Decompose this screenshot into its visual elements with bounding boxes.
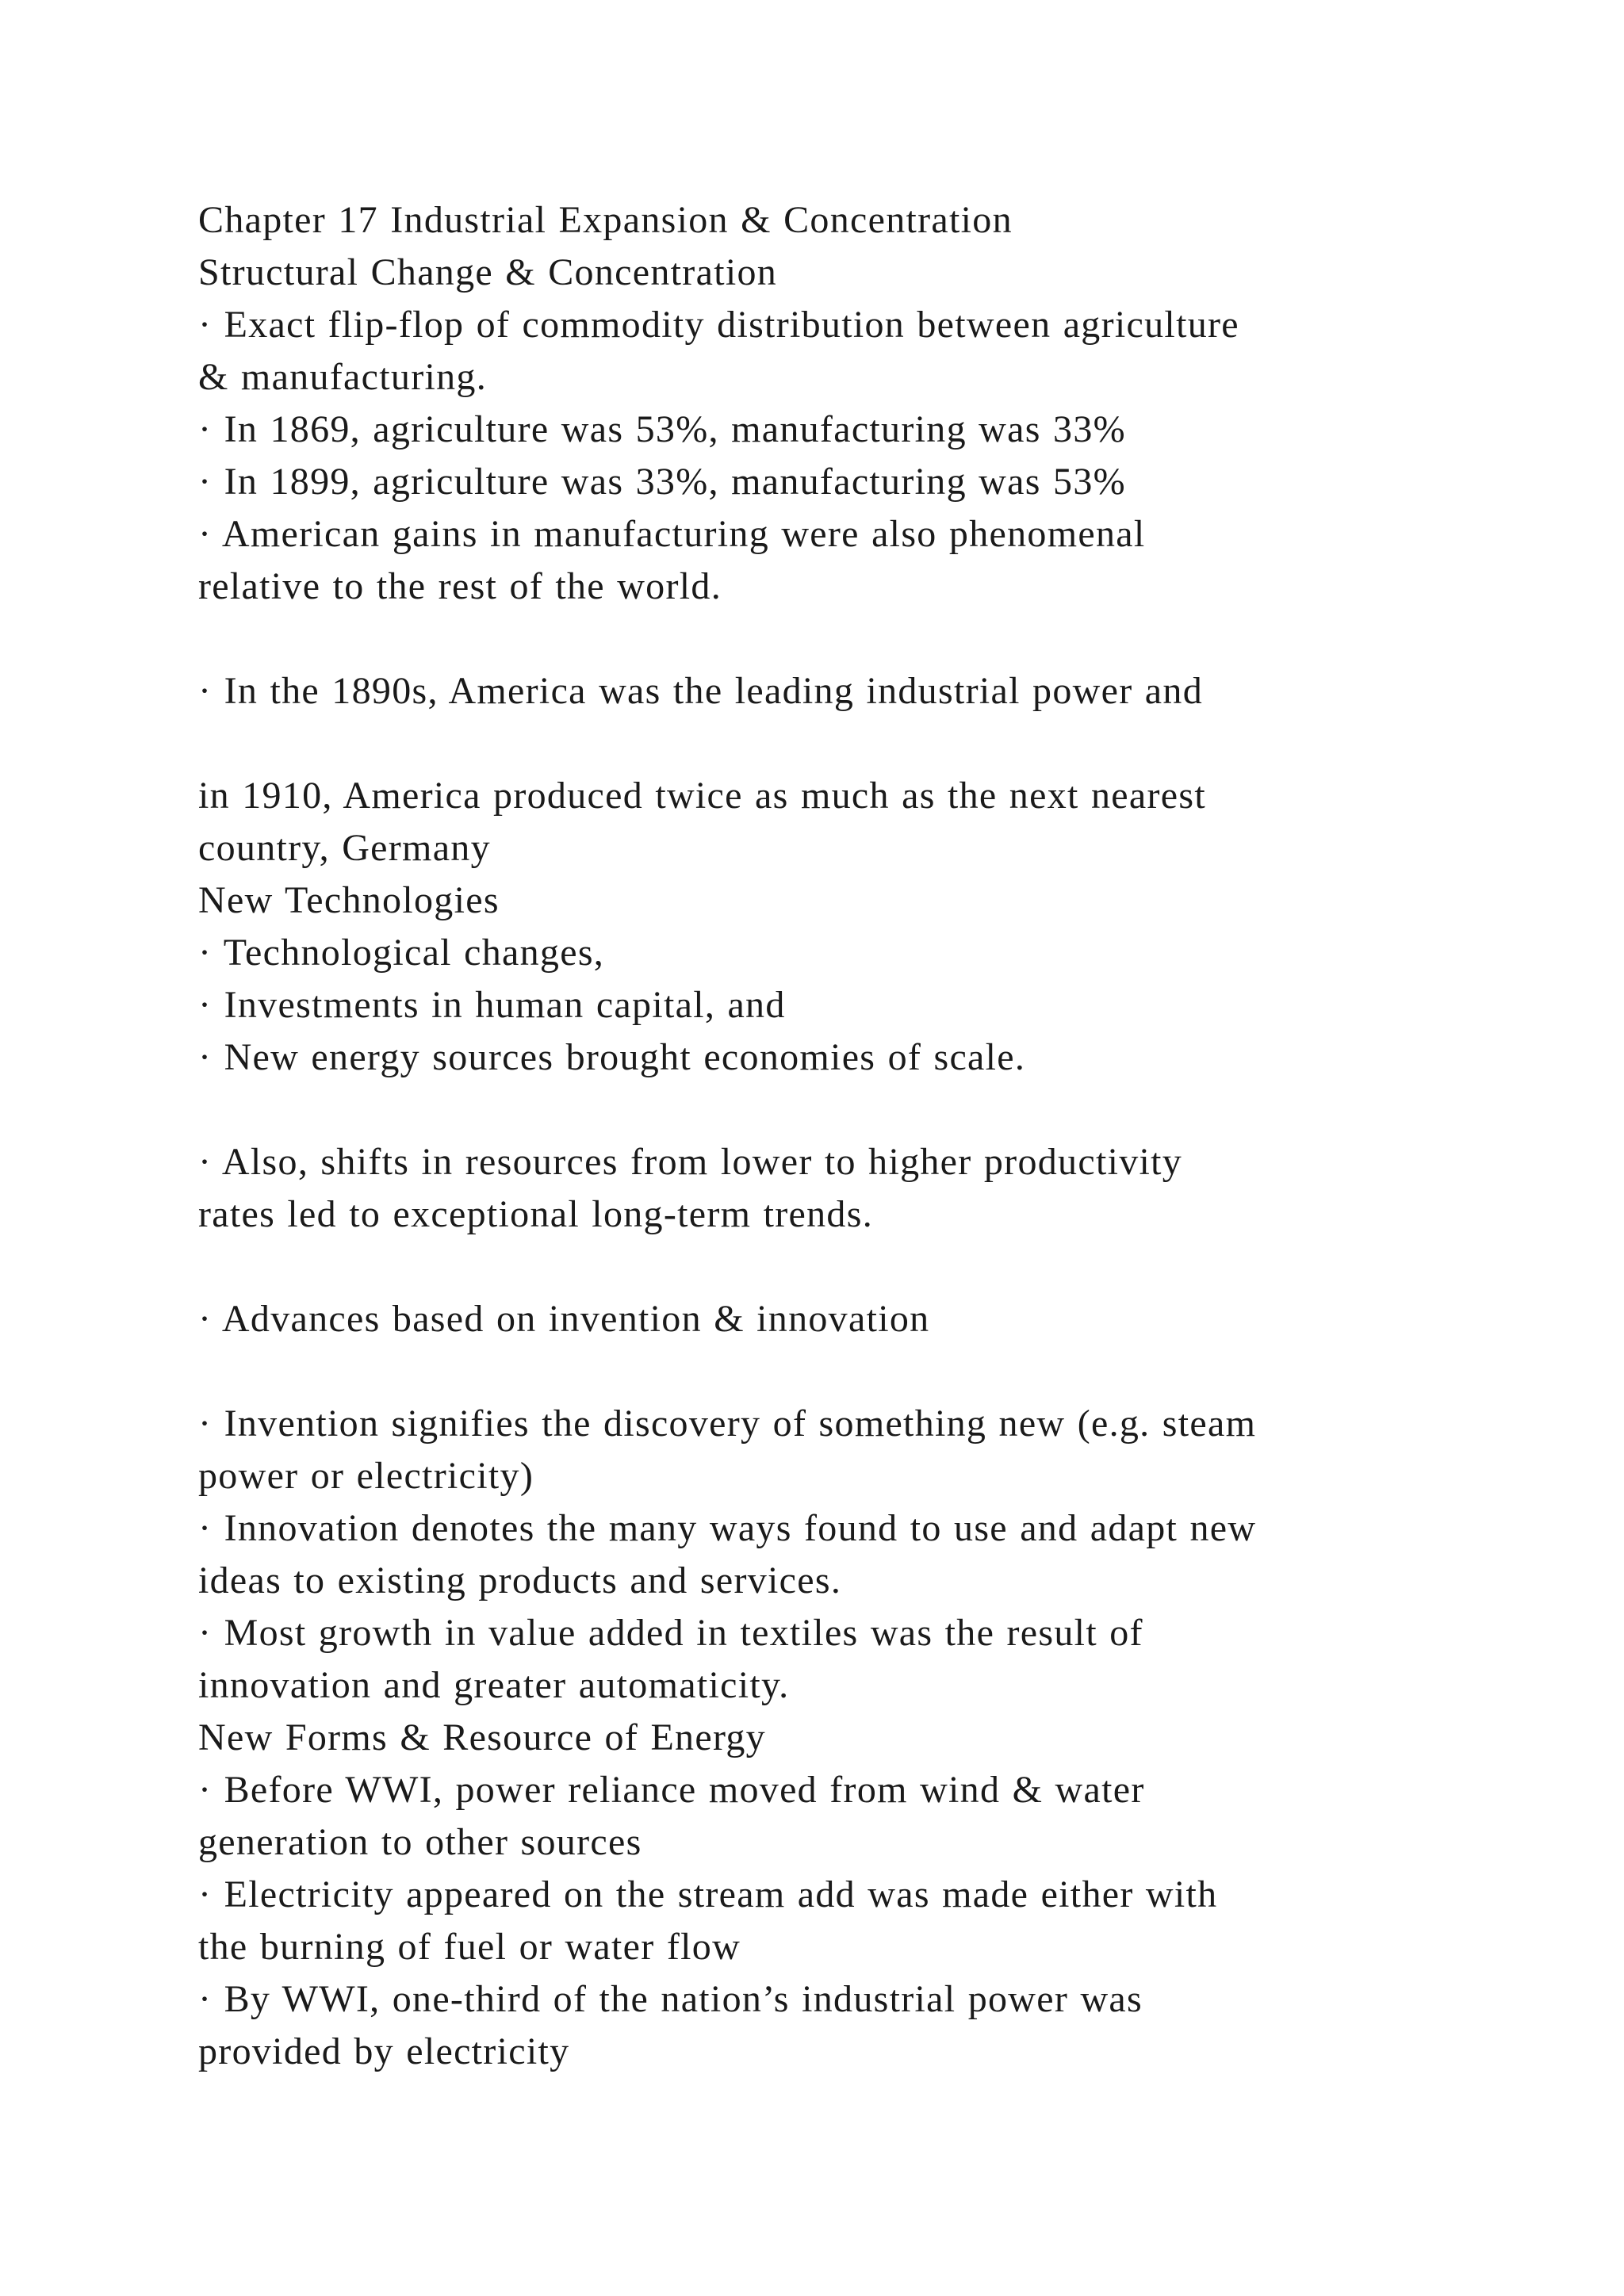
- document-body: [198, 194, 1483, 2078]
- text-line: · American gains in manufacturing were also phenomenal: [198, 513, 1146, 555]
- text-line: · Technological changes,: [198, 932, 605, 974]
- text-line: in 1910, America produced twice as much as the next nearest: [198, 775, 1206, 817]
- text-line: · Most growth in value added in textiles was the result of: [198, 1612, 1143, 1654]
- text-line: · By WWI, one-third of the nation’s industrial power was: [198, 1978, 1143, 2020]
- text-line: country, Germany: [198, 827, 491, 869]
- text-line: · Innovation denotes the many ways found to use and adapt new: [198, 1507, 1257, 1549]
- section-heading-structural-change: Structural Change & Concentration: [198, 251, 778, 293]
- text-line: generation to other sources: [198, 1821, 642, 1863]
- text-line: · In the 1890s, America was the leading industrial power and: [198, 670, 1204, 712]
- blank-line: [198, 1241, 1483, 1293]
- blank-line: [198, 1084, 1483, 1136]
- text-line: · Exact flip-flop of commodity distribution between agriculture: [198, 304, 1239, 346]
- blank-line: [198, 718, 1483, 770]
- text-line: · New energy sources brought economies of scale.: [198, 1036, 1026, 1078]
- text-line: power or electricity): [198, 1455, 534, 1497]
- text-line: · In 1899, agriculture was 33%, manufacturing was 53%: [198, 461, 1126, 503]
- text-line: & manufacturing.: [198, 356, 488, 398]
- text-line: · Invention signifies the discovery of something new (e.g. steam: [198, 1402, 1257, 1445]
- text-line: · Investments in human capital, and: [198, 984, 786, 1026]
- text-line: ideas to existing products and services.: [198, 1559, 842, 1601]
- text-line: relative to the rest of the world.: [198, 565, 722, 607]
- text-line: · In 1869, agriculture was 53%, manufacturing was 33%: [198, 408, 1126, 450]
- section-heading-new-technologies: New Technologies: [198, 879, 500, 921]
- text-line: innovation and greater automaticity.: [198, 1664, 790, 1706]
- text-line: the burning of fuel or water flow: [198, 1926, 741, 1968]
- blank-line: [198, 1345, 1483, 1398]
- text-line: · Before WWI, power reliance moved from wind & water: [198, 1769, 1145, 1811]
- chapter-title: Chapter 17 Industrial Expansion & Concentration: [198, 199, 1013, 241]
- text-line: · Electricity appeared on the stream add was made either with: [198, 1873, 1218, 1915]
- text-line: rates led to exceptional long-term trends.: [198, 1193, 873, 1235]
- text-line: provided by electricity: [198, 2030, 570, 2072]
- section-heading-new-forms-energy: New Forms & Resource of Energy: [198, 1716, 766, 1758]
- blank-line: [198, 613, 1483, 665]
- text-line: · Advances based on invention & innovation: [198, 1298, 930, 1340]
- text-line: · Also, shifts in resources from lower to higher productivity: [198, 1141, 1183, 1183]
